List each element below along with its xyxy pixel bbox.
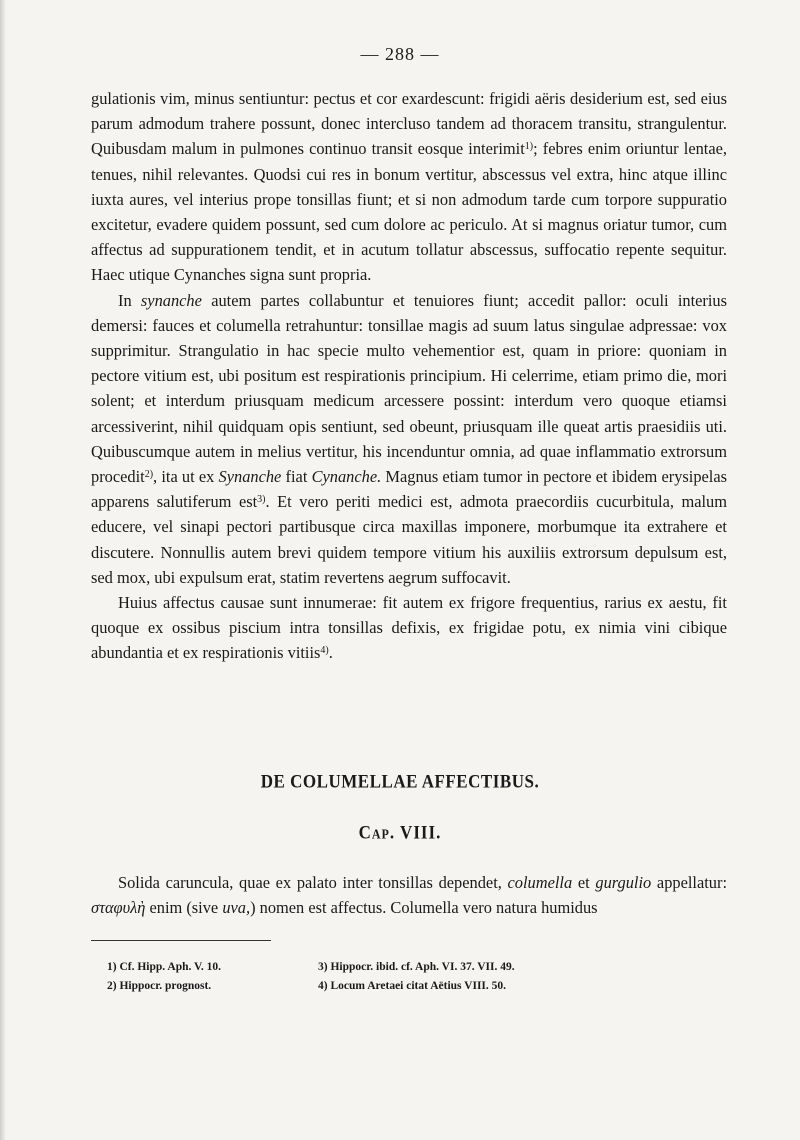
italic-term: Synanche [218, 467, 282, 487]
text-run: et [572, 873, 596, 892]
text-run: Huius affectus causae sunt innumerae: fit autem ex frigore frequentius, rarius ex aestu, fit quoque ex ossibus piscium intra tonsillas defixis, ex frigidae potu, ex nimia vini cibique abundantia et ex respirationis vitiis [91, 593, 727, 663]
footnote-ref-1: 1) [524, 141, 534, 153]
paragraph-3 [91, 590, 727, 666]
page-number: — 288 — [360, 44, 440, 64]
footnote-ref-2: 2) [144, 469, 154, 481]
italic-term: Cynanche. [311, 467, 382, 487]
footnotes-left-column [107, 958, 221, 996]
greek-term: σταφυλὴ [91, 898, 146, 918]
footnote-divider [91, 940, 271, 941]
text-run: , ita ut ex [153, 467, 219, 487]
footnote-4: 4) Locum Aretaei citat Aëtius VIII. 50. [318, 980, 507, 992]
text-run: autem partes collabuntur et tenuiores fiunt; accedit pallor: oculi interius demersi: fauces et columella retrahuntur: tonsillae magis ad suum latus singulae adpressae: vox supprimitur. Strangulatio in hac specie multo vehementior est, quam in priore: quoniam in pectore vitium est, ubi positum est respirationis principium. Hi celerrime, etiam primo die, mori solent; et interdum priusquam medicum arcessere possint: interdum vero quoque etiamsi arcessiverint, nihil quidquam opis sentiunt, sed obeunt, priusquam ille queat artis praesidiis uti. Quibuscumque autem in melius vertitur, his incenduntur omnia, ad quae inflammatio extrorsum procedit [91, 290, 727, 487]
paragraph-2 [91, 288, 727, 590]
text-run: ; febres enim oriuntur lentae, tenues, nihil relevantes. Quodsi cui res in bonum vertitur, abscessus vel extra, hinc atque illinc iuxta aures, vel interius prope tonsillas fiunt; et si non admodum tarde cum torpore suppuratio excitetur, evadere quidem possunt, sed cum dolore ac periculo. At si magnus oriatur tumor, cum affectus ad suppurationem tendit, et in acutum tollatur abscessus, suffocatio repente sequitur. Haec utique Cynanches signa sunt propria. [91, 139, 727, 285]
italic-term: synanche [140, 290, 202, 310]
italic-term: columella [507, 873, 573, 892]
footnote-ref-4: 4) [320, 645, 329, 657]
italic-term: gurgulio [595, 873, 652, 892]
body-text-block [91, 86, 727, 666]
text-run: gulationis vim, minus sentiuntur: pectus et cor exardescunt: frigidi aëris desiderium est, sed eius parum admodum trahere possunt, donec intercluso tandem ad thoracem transitu, strangulentur. Quibusdam malum in pulmones continuo transit eosque interimit [91, 89, 727, 159]
text-run: . [328, 643, 333, 663]
paragraph-1 [91, 86, 727, 288]
text-run: fiat [281, 467, 312, 487]
text-run: Magnus etiam tumor in pectore et ibidem erysipelas apparens salutiferum est [91, 467, 727, 512]
text-run: enim (sive [145, 898, 223, 918]
italic-term: uva, [222, 898, 251, 918]
chapter-title: Cap. VIII. [358, 822, 442, 843]
text-run: Solida caruncula, quae ex palato inter tonsillas dependet, [118, 873, 508, 892]
footnote-1: 1) Cf. Hipp. Aph. V. 10. [107, 961, 221, 973]
paragraph-4 [91, 870, 727, 920]
footnote-2: 2) Hippocr. prognost. [107, 980, 212, 992]
text-run: ) nomen est affectus. Columella vero natura humidus [250, 898, 598, 918]
text-run: appellatur: [651, 873, 728, 892]
page-edge-shadow [0, 0, 6, 1140]
footnotes-right-column [318, 958, 515, 996]
footnote-ref-3: 3) [257, 494, 266, 506]
text-run: . Et vero periti medici est, admota praecordiis cucurbitula, malum educere, vel sinapi pectori partibusque circa maxillas imponere, morbumque ita extrahere et discutere. Nonnullis autem brevi quidem tempore vitium his auxiliis extrorsum depulsum est, sed mox, ubi expulsum erat, statim revertens aegrum suffocavit. [91, 492, 727, 587]
text-run: In [118, 290, 141, 310]
chapter-body-text [91, 870, 727, 920]
section-title: DE COLUMELLAE AFFECTIBUS. [260, 771, 540, 792]
footnote-3: 3) Hippocr. ibid. cf. Aph. VI. 37. VII. 49. [318, 961, 515, 973]
